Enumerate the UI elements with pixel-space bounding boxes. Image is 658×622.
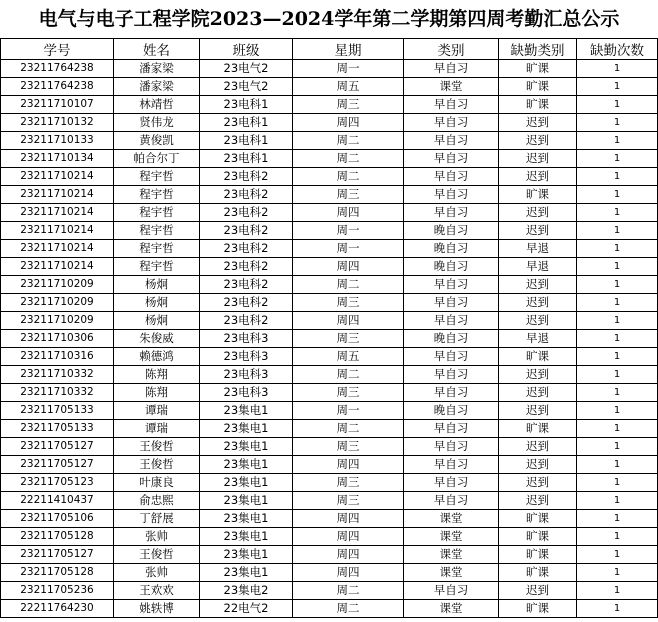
- absence-count-cell: 1: [577, 330, 658, 348]
- absence-count-cell: 1: [577, 240, 658, 258]
- name-cell: 贤伟龙: [114, 114, 200, 132]
- name-cell: 杨炯: [114, 276, 200, 294]
- class-cell: 23电气2: [200, 78, 293, 96]
- name-cell: 朱俊威: [114, 330, 200, 348]
- name-cell: 王俊哲: [114, 546, 200, 564]
- weekday-cell: 周四: [293, 204, 404, 222]
- student-id-cell: 23211710214: [1, 168, 114, 186]
- category-cell: 早自习: [404, 150, 499, 168]
- header-absence-count: 缺勤次数: [577, 39, 658, 60]
- absence-count-cell: 1: [577, 60, 658, 78]
- class-cell: 23电科1: [200, 96, 293, 114]
- student-id-cell: 23211710306: [1, 330, 114, 348]
- table-row: [1, 276, 658, 294]
- name-cell: 张帅: [114, 528, 200, 546]
- table-row: [1, 168, 658, 186]
- table-row: [1, 474, 658, 492]
- name-cell: 谭瑞: [114, 420, 200, 438]
- student-id-cell: 23211710214: [1, 258, 114, 276]
- category-cell: 早自习: [404, 96, 499, 114]
- name-cell: 程宇哲: [114, 240, 200, 258]
- class-cell: 23集电1: [200, 402, 293, 420]
- weekday-cell: 周一: [293, 402, 404, 420]
- header-name: 姓名: [114, 39, 200, 60]
- absence-count-cell: 1: [577, 546, 658, 564]
- table-row: [1, 312, 658, 330]
- table-row: [1, 294, 658, 312]
- name-cell: 潘家梁: [114, 60, 200, 78]
- category-cell: 课堂: [404, 546, 499, 564]
- weekday-cell: 周五: [293, 348, 404, 366]
- absence-type-cell: 迟到: [499, 582, 577, 600]
- table-row: [1, 330, 658, 348]
- weekday-cell: 周四: [293, 114, 404, 132]
- category-cell: 晚自习: [404, 222, 499, 240]
- absence-count-cell: 1: [577, 420, 658, 438]
- absence-type-cell: 早退: [499, 240, 577, 258]
- absence-type-cell: 迟到: [499, 204, 577, 222]
- name-cell: 谭瑞: [114, 402, 200, 420]
- weekday-cell: 周三: [293, 294, 404, 312]
- absence-type-cell: 旷课: [499, 600, 577, 618]
- name-cell: 王俊哲: [114, 438, 200, 456]
- category-cell: 早自习: [404, 492, 499, 510]
- class-cell: 23电科2: [200, 204, 293, 222]
- table-row: [1, 528, 658, 546]
- name-cell: 陈翔: [114, 384, 200, 402]
- absence-count-cell: 1: [577, 492, 658, 510]
- absence-count-cell: 1: [577, 582, 658, 600]
- header-row: [1, 39, 658, 60]
- table-row: [1, 402, 658, 420]
- weekday-cell: 周三: [293, 330, 404, 348]
- weekday-cell: 周三: [293, 186, 404, 204]
- weekday-cell: 周四: [293, 546, 404, 564]
- weekday-cell: 周二: [293, 600, 404, 618]
- table-row: [1, 258, 658, 276]
- category-cell: 晚自习: [404, 330, 499, 348]
- class-cell: 23电科1: [200, 114, 293, 132]
- category-cell: 早自习: [404, 384, 499, 402]
- absence-type-cell: 迟到: [499, 492, 577, 510]
- category-cell: 晚自习: [404, 258, 499, 276]
- absence-type-cell: 迟到: [499, 168, 577, 186]
- category-cell: 课堂: [404, 564, 499, 582]
- student-id-cell: 23211710107: [1, 96, 114, 114]
- weekday-cell: 周四: [293, 258, 404, 276]
- header-category: 类别: [404, 39, 499, 60]
- weekday-cell: 周四: [293, 456, 404, 474]
- category-cell: 早自习: [404, 438, 499, 456]
- class-cell: 23电气2: [200, 60, 293, 78]
- class-cell: 23电科2: [200, 294, 293, 312]
- absence-count-cell: 1: [577, 384, 658, 402]
- student-id-cell: 23211710332: [1, 384, 114, 402]
- category-cell: 晚自习: [404, 240, 499, 258]
- absence-count-cell: 1: [577, 204, 658, 222]
- student-id-cell: 23211705127: [1, 546, 114, 564]
- student-id-cell: 23211705236: [1, 582, 114, 600]
- student-id-cell: 23211705127: [1, 456, 114, 474]
- name-cell: 俞忠熙: [114, 492, 200, 510]
- category-cell: 课堂: [404, 528, 499, 546]
- weekday-cell: 周二: [293, 132, 404, 150]
- name-cell: 潘家梁: [114, 78, 200, 96]
- table-row: [1, 96, 658, 114]
- weekday-cell: 周一: [293, 60, 404, 78]
- category-cell: 早自习: [404, 456, 499, 474]
- name-cell: 程宇哲: [114, 258, 200, 276]
- absence-count-cell: 1: [577, 258, 658, 276]
- table-row: [1, 420, 658, 438]
- absence-type-cell: 迟到: [499, 276, 577, 294]
- class-cell: 23电科3: [200, 384, 293, 402]
- weekday-cell: 周二: [293, 420, 404, 438]
- absence-count-cell: 1: [577, 366, 658, 384]
- name-cell: 程宇哲: [114, 168, 200, 186]
- absence-type-cell: 旷课: [499, 96, 577, 114]
- name-cell: 王欢欢: [114, 582, 200, 600]
- absence-type-cell: 迟到: [499, 456, 577, 474]
- student-id-cell: 23211710316: [1, 348, 114, 366]
- table-row: [1, 60, 658, 78]
- class-cell: 23电科3: [200, 330, 293, 348]
- absence-count-cell: 1: [577, 402, 658, 420]
- class-cell: 23电科2: [200, 276, 293, 294]
- absence-type-cell: 旷课: [499, 348, 577, 366]
- table-row: [1, 582, 658, 600]
- table-row: [1, 438, 658, 456]
- category-cell: 早自习: [404, 60, 499, 78]
- weekday-cell: 周二: [293, 168, 404, 186]
- student-id-cell: 22211764230: [1, 600, 114, 618]
- class-cell: 23集电1: [200, 546, 293, 564]
- student-id-cell: 23211705123: [1, 474, 114, 492]
- name-cell: 陈翔: [114, 366, 200, 384]
- class-cell: 23电科2: [200, 186, 293, 204]
- absence-count-cell: 1: [577, 222, 658, 240]
- category-cell: 早自习: [404, 420, 499, 438]
- table-row: [1, 546, 658, 564]
- class-cell: 23集电1: [200, 510, 293, 528]
- weekday-cell: 周四: [293, 528, 404, 546]
- student-id-cell: 23211705106: [1, 510, 114, 528]
- class-cell: 23集电1: [200, 492, 293, 510]
- table-row: [1, 366, 658, 384]
- header-absence-type: 缺勤类别: [499, 39, 577, 60]
- category-cell: 早自习: [404, 366, 499, 384]
- class-cell: 23电科2: [200, 168, 293, 186]
- student-id-cell: 23211710332: [1, 366, 114, 384]
- category-cell: 课堂: [404, 510, 499, 528]
- category-cell: 早自习: [404, 582, 499, 600]
- student-id-cell: 23211710214: [1, 222, 114, 240]
- category-cell: 早自习: [404, 168, 499, 186]
- absence-type-cell: 旷课: [499, 186, 577, 204]
- weekday-cell: 周二: [293, 366, 404, 384]
- student-id-cell: 22211410437: [1, 492, 114, 510]
- header-student-id: 学号: [1, 39, 114, 60]
- category-cell: 早自习: [404, 186, 499, 204]
- category-cell: 早自习: [404, 276, 499, 294]
- weekday-cell: 周四: [293, 564, 404, 582]
- student-id-cell: 23211710214: [1, 240, 114, 258]
- weekday-cell: 周三: [293, 438, 404, 456]
- absence-count-cell: 1: [577, 294, 658, 312]
- weekday-cell: 周五: [293, 78, 404, 96]
- name-cell: 杨炯: [114, 294, 200, 312]
- class-cell: 23电科2: [200, 222, 293, 240]
- category-cell: 早自习: [404, 114, 499, 132]
- student-id-cell: 23211764238: [1, 60, 114, 78]
- weekday-cell: 周一: [293, 222, 404, 240]
- table-row: [1, 150, 658, 168]
- absence-type-cell: 迟到: [499, 294, 577, 312]
- category-cell: 课堂: [404, 600, 499, 618]
- student-id-cell: 23211705128: [1, 528, 114, 546]
- class-cell: 22电气2: [200, 600, 293, 618]
- class-cell: 23电科1: [200, 150, 293, 168]
- category-cell: 早自习: [404, 204, 499, 222]
- category-cell: 早自习: [404, 294, 499, 312]
- absence-type-cell: 迟到: [499, 312, 577, 330]
- absence-count-cell: 1: [577, 78, 658, 96]
- weekday-cell: 周一: [293, 240, 404, 258]
- table-row: [1, 384, 658, 402]
- absence-type-cell: 迟到: [499, 132, 577, 150]
- weekday-cell: 周三: [293, 492, 404, 510]
- student-id-cell: 23211710214: [1, 204, 114, 222]
- student-id-cell: 23211710209: [1, 294, 114, 312]
- absence-count-cell: 1: [577, 168, 658, 186]
- absence-count-cell: 1: [577, 456, 658, 474]
- name-cell: 帕合尔丁: [114, 150, 200, 168]
- table-row: [1, 78, 658, 96]
- category-cell: 晚自习: [404, 402, 499, 420]
- class-cell: 23集电1: [200, 456, 293, 474]
- category-cell: 早自习: [404, 474, 499, 492]
- absence-count-cell: 1: [577, 114, 658, 132]
- absence-type-cell: 旷课: [499, 564, 577, 582]
- student-id-cell: 23211705133: [1, 402, 114, 420]
- name-cell: 张帅: [114, 564, 200, 582]
- table-row: [1, 492, 658, 510]
- weekday-cell: 周三: [293, 474, 404, 492]
- absence-count-cell: 1: [577, 438, 658, 456]
- absence-count-cell: 1: [577, 564, 658, 582]
- absence-type-cell: 迟到: [499, 114, 577, 132]
- class-cell: 23电科1: [200, 132, 293, 150]
- name-cell: 赖德鸿: [114, 348, 200, 366]
- table-row: [1, 348, 658, 366]
- absence-type-cell: 迟到: [499, 438, 577, 456]
- header-class: 班级: [200, 39, 293, 60]
- absence-type-cell: 旷课: [499, 60, 577, 78]
- absence-type-cell: 迟到: [499, 366, 577, 384]
- category-cell: 早自习: [404, 312, 499, 330]
- class-cell: 23集电1: [200, 474, 293, 492]
- name-cell: 程宇哲: [114, 186, 200, 204]
- weekday-cell: 周四: [293, 510, 404, 528]
- student-id-cell: 23211710209: [1, 312, 114, 330]
- absence-count-cell: 1: [577, 600, 658, 618]
- name-cell: 杨炯: [114, 312, 200, 330]
- category-cell: 课堂: [404, 78, 499, 96]
- absence-count-cell: 1: [577, 510, 658, 528]
- weekday-cell: 周三: [293, 96, 404, 114]
- absence-count-cell: 1: [577, 150, 658, 168]
- absence-count-cell: 1: [577, 276, 658, 294]
- absence-count-cell: 1: [577, 348, 658, 366]
- class-cell: 23电科3: [200, 348, 293, 366]
- name-cell: 黄俊凯: [114, 132, 200, 150]
- table-row: [1, 204, 658, 222]
- table-row: [1, 456, 658, 474]
- class-cell: 23电科3: [200, 366, 293, 384]
- class-cell: 23电科2: [200, 258, 293, 276]
- class-cell: 23集电1: [200, 420, 293, 438]
- absence-type-cell: 迟到: [499, 402, 577, 420]
- absence-type-cell: 旷课: [499, 510, 577, 528]
- absence-count-cell: 1: [577, 528, 658, 546]
- absence-count-cell: 1: [577, 186, 658, 204]
- weekday-cell: 周二: [293, 582, 404, 600]
- class-cell: 23集电2: [200, 582, 293, 600]
- table-row: [1, 510, 658, 528]
- weekday-cell: 周二: [293, 276, 404, 294]
- table-row: [1, 564, 658, 582]
- student-id-cell: 23211705128: [1, 564, 114, 582]
- name-cell: 叶康良: [114, 474, 200, 492]
- absence-count-cell: 1: [577, 96, 658, 114]
- table-row: [1, 132, 658, 150]
- absence-type-cell: 迟到: [499, 384, 577, 402]
- absence-type-cell: 迟到: [499, 150, 577, 168]
- class-cell: 23集电1: [200, 528, 293, 546]
- absence-type-cell: 旷课: [499, 420, 577, 438]
- student-id-cell: 23211710132: [1, 114, 114, 132]
- name-cell: 姚轶博: [114, 600, 200, 618]
- absence-type-cell: 旷课: [499, 546, 577, 564]
- name-cell: 程宇哲: [114, 204, 200, 222]
- weekday-cell: 周三: [293, 384, 404, 402]
- absence-count-cell: 1: [577, 474, 658, 492]
- category-cell: 早自习: [404, 132, 499, 150]
- absence-type-cell: 旷课: [499, 78, 577, 96]
- sheet-title: 电气与电子工程学院2023—2024学年第二学期第四周考勤汇总公示: [38, 8, 620, 30]
- table-row: [1, 240, 658, 258]
- table-row: [1, 600, 658, 618]
- name-cell: 丁舒展: [114, 510, 200, 528]
- class-cell: 23电科2: [200, 240, 293, 258]
- class-cell: 23集电1: [200, 438, 293, 456]
- name-cell: 王俊哲: [114, 456, 200, 474]
- table-row: [1, 222, 658, 240]
- category-cell: 早自习: [404, 348, 499, 366]
- student-id-cell: 23211710214: [1, 186, 114, 204]
- name-cell: 程宇哲: [114, 222, 200, 240]
- student-id-cell: 23211710133: [1, 132, 114, 150]
- class-cell: 23集电1: [200, 564, 293, 582]
- student-id-cell: 23211710209: [1, 276, 114, 294]
- table-row: [1, 186, 658, 204]
- weekday-cell: 周二: [293, 150, 404, 168]
- absence-count-cell: 1: [577, 132, 658, 150]
- absence-type-cell: 早退: [499, 330, 577, 348]
- header-weekday: 星期: [293, 39, 404, 60]
- absence-type-cell: 旷课: [499, 528, 577, 546]
- name-cell: 林靖哲: [114, 96, 200, 114]
- absence-type-cell: 迟到: [499, 222, 577, 240]
- student-id-cell: 23211705133: [1, 420, 114, 438]
- table-row: [1, 114, 658, 132]
- attendance-table: [0, 38, 658, 618]
- student-id-cell: 23211705127: [1, 438, 114, 456]
- absence-type-cell: 早退: [499, 258, 577, 276]
- absence-count-cell: 1: [577, 312, 658, 330]
- weekday-cell: 周四: [293, 312, 404, 330]
- student-id-cell: 23211764238: [1, 78, 114, 96]
- student-id-cell: 23211710134: [1, 150, 114, 168]
- class-cell: 23电科2: [200, 312, 293, 330]
- absence-type-cell: 迟到: [499, 474, 577, 492]
